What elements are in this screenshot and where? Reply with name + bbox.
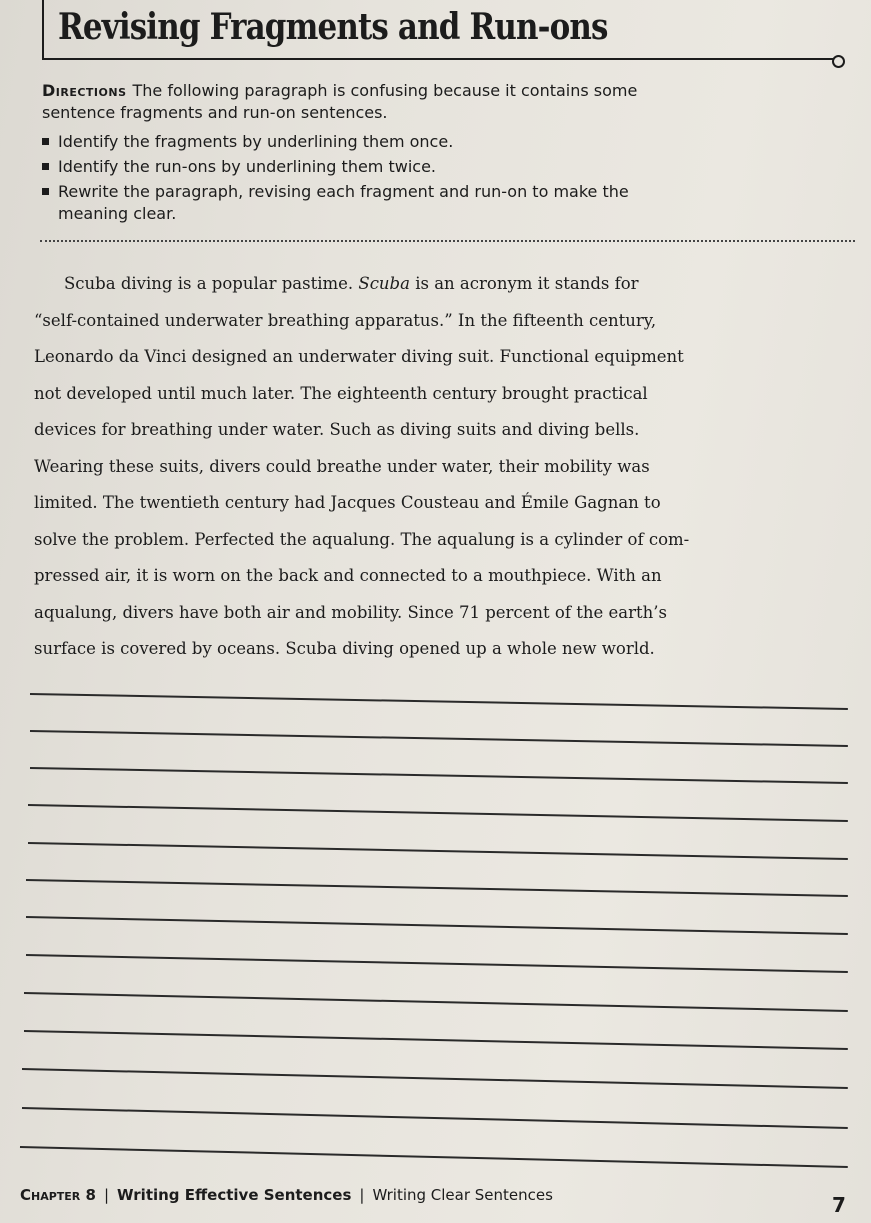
title-rule <box>42 58 834 60</box>
answer-writing-line[interactable] <box>22 1068 848 1089</box>
title-bracket <box>42 0 824 58</box>
exercise-paragraph <box>34 266 694 668</box>
footer-section: Writing Effective Sentences <box>117 1186 352 1204</box>
paragraph-line: devices for breathing under water. Such as diving suits and diving bells. <box>34 420 640 439</box>
answer-writing-line[interactable] <box>28 804 848 822</box>
answer-writing-line[interactable] <box>20 1146 848 1168</box>
answer-writing-line[interactable] <box>30 730 848 747</box>
dotted-divider <box>40 240 855 242</box>
paragraph-line: “self-contained underwater breathing apparatus.” In the fifteenth century, <box>34 310 657 330</box>
paragraph-line: Scuba diving is a popular pastime. Scuba is an acronym it stands for <box>64 274 639 293</box>
paragraph-line: limited. The twentieth century had Jacques Cousteau and Émile Gagnan to <box>34 493 661 512</box>
directions-text-line-1: The following paragraph is confusing because it contains some <box>132 81 638 100</box>
answer-writing-line[interactable] <box>26 879 848 897</box>
footer-chapter: Chapter 8 <box>20 1186 96 1204</box>
answer-writing-line[interactable] <box>26 954 848 973</box>
paragraph-line: surface is covered by oceans. Scuba diving opened up a whole new world. <box>34 639 655 658</box>
answer-writing-line[interactable] <box>24 992 848 1012</box>
answer-writing-line[interactable] <box>24 1030 848 1050</box>
square-bullet-icon <box>42 188 49 195</box>
title-rule-end-circle-icon <box>832 55 845 68</box>
paragraph-line: Leonardo da Vinci designed an underwater diving suit. Functional equipment <box>34 347 684 366</box>
paragraph-line: pressed air, it is worn on the back and connected to a mouthpiece. With an <box>34 566 662 585</box>
paragraph-line: not developed until much later. The eighteenth century brought practical <box>34 383 648 403</box>
answer-writing-line[interactable] <box>26 916 848 935</box>
footer: Chapter 8 | Writing Effective Sentences | Writing Clear Sentences <box>20 1186 553 1204</box>
answer-writing-line[interactable] <box>28 842 848 860</box>
square-bullet-icon <box>42 163 49 170</box>
square-bullet-icon <box>42 138 49 145</box>
page-title: Revising Fragments and Run-ons <box>58 6 608 48</box>
directions-text-line-2: sentence fragments and run-on sentences. <box>42 103 388 122</box>
instruction-item: Identify the fragments by underlining them once. <box>42 131 742 153</box>
instruction-item: Rewrite the paragraph, revising each fragment and run-on to make the meaning clear. <box>42 181 742 225</box>
answer-writing-line[interactable] <box>30 767 848 784</box>
page-number: 7 <box>832 1193 846 1217</box>
italic-term: Scuba <box>358 274 410 293</box>
instructions-list <box>42 131 742 228</box>
directions-label: Directions <box>42 81 127 100</box>
footer-topic: Writing Clear Sentences <box>372 1186 553 1204</box>
paragraph-line: Wearing these suits, divers could breathe under water, their mobility was <box>34 456 650 476</box>
paragraph-line: aqualung, divers have both air and mobility. Since 71 percent of the earth’s <box>34 602 667 622</box>
paragraph-line: solve the problem. Perfected the aqualung. The aqualung is a cylinder of com- <box>34 529 690 549</box>
instruction-item: Identify the run-ons by underlining them twice. <box>42 156 742 178</box>
answer-writing-line[interactable] <box>30 693 848 710</box>
answer-writing-line[interactable] <box>22 1107 848 1129</box>
directions <box>42 80 742 124</box>
